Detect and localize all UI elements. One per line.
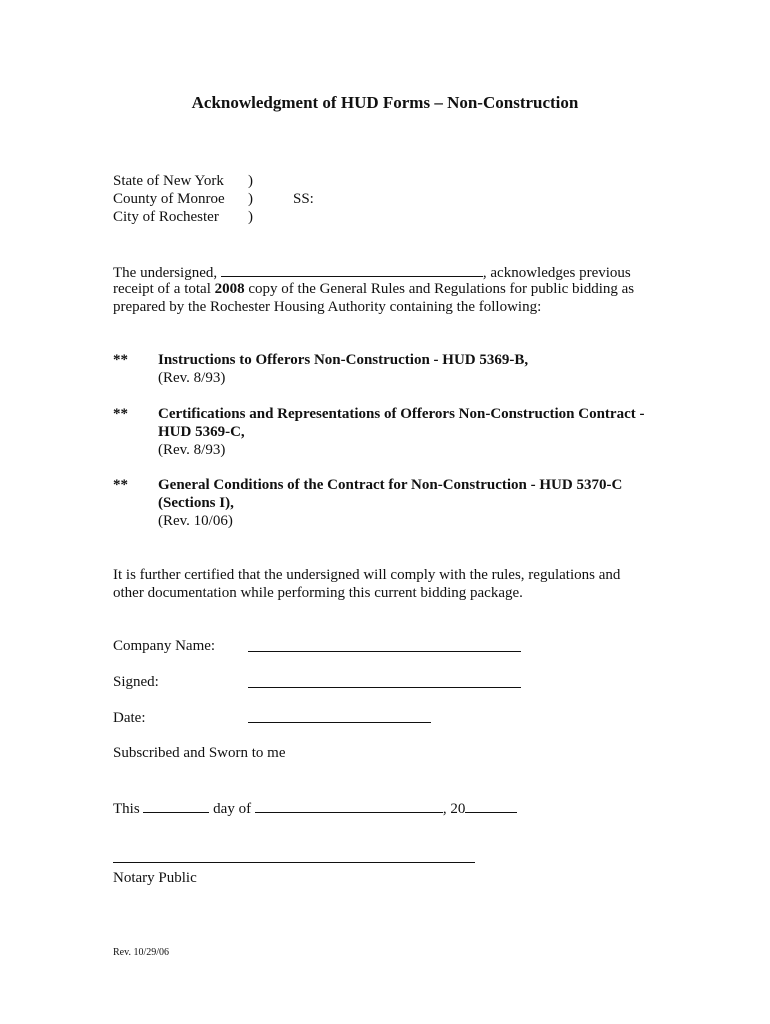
list-item xyxy=(158,405,644,459)
intro-line-2 xyxy=(113,280,634,298)
sworn-text: Subscribed and Sworn to me xyxy=(113,745,286,761)
item-title: General Conditions of the Contract for Non-Construction - HUD 5370-C xyxy=(158,477,623,493)
venue-state: State of New York xyxy=(113,173,224,189)
intro-text-3: receipt of a total xyxy=(113,281,215,297)
date-label: Date: xyxy=(113,710,146,726)
signed-line[interactable] xyxy=(248,687,521,688)
item-marker: ** xyxy=(113,406,128,422)
this-label: This xyxy=(113,801,144,817)
venue-city: City of Rochester xyxy=(113,209,219,225)
intro-text-2: , acknowledges previous xyxy=(482,265,631,281)
venue-paren: ) xyxy=(248,191,253,207)
certification-line-2: other documentation while performing this current bidding package. xyxy=(113,585,523,601)
item-revision: (Rev. 10/06) xyxy=(158,513,233,529)
ss-label: SS: xyxy=(293,191,314,207)
year-prefix: , 20 xyxy=(442,801,466,817)
venue-paren: ) xyxy=(248,173,253,189)
venue-paren: ) xyxy=(248,209,253,225)
company-name-line[interactable] xyxy=(248,651,521,652)
item-title: Instructions to Offerors Non-Construction - HUD 5369-B, xyxy=(158,352,529,368)
day-of-label: day of xyxy=(209,801,255,817)
notary-label: Notary Public xyxy=(113,870,197,886)
signed-label: Signed: xyxy=(113,674,159,690)
notary-date-line xyxy=(113,798,517,818)
month-blank[interactable] xyxy=(255,798,443,813)
company-name-label: Company Name: xyxy=(113,638,216,654)
document-title: Acknowledgment of HUD Forms – Non-Construction xyxy=(191,93,579,112)
year-bold: 2008 xyxy=(214,281,245,297)
venue-county: County of Monroe xyxy=(113,191,225,207)
intro-line-3: prepared by the Rochester Housing Authority containing the following: xyxy=(113,299,542,315)
item-title: (Sections I), xyxy=(158,495,234,511)
undersigned-name-blank[interactable] xyxy=(221,262,483,277)
intro-text-4: copy of the General Rules and Regulations for public bidding as xyxy=(244,281,635,297)
notary-signature-line[interactable] xyxy=(113,862,475,863)
intro-line-1 xyxy=(113,262,631,282)
item-revision: (Rev. 8/93) xyxy=(158,370,226,386)
item-revision: (Rev. 8/93) xyxy=(158,442,226,458)
item-title: Certifications and Representations of Offerors Non-Construction Contract - xyxy=(158,406,645,422)
intro-text-1: The undersigned, xyxy=(113,265,221,281)
list-item xyxy=(158,351,528,387)
certification-line-1: It is further certified that the undersigned will comply with the rules, regulations and xyxy=(113,567,621,583)
item-marker: ** xyxy=(113,477,128,493)
revision-footer: Rev. 10/29/06 xyxy=(113,947,170,958)
year-blank[interactable] xyxy=(465,798,517,813)
item-title: HUD 5369-C, xyxy=(158,424,245,440)
day-blank[interactable] xyxy=(143,798,209,813)
item-marker: ** xyxy=(113,352,128,368)
list-item xyxy=(158,476,622,530)
date-line[interactable] xyxy=(248,722,431,723)
